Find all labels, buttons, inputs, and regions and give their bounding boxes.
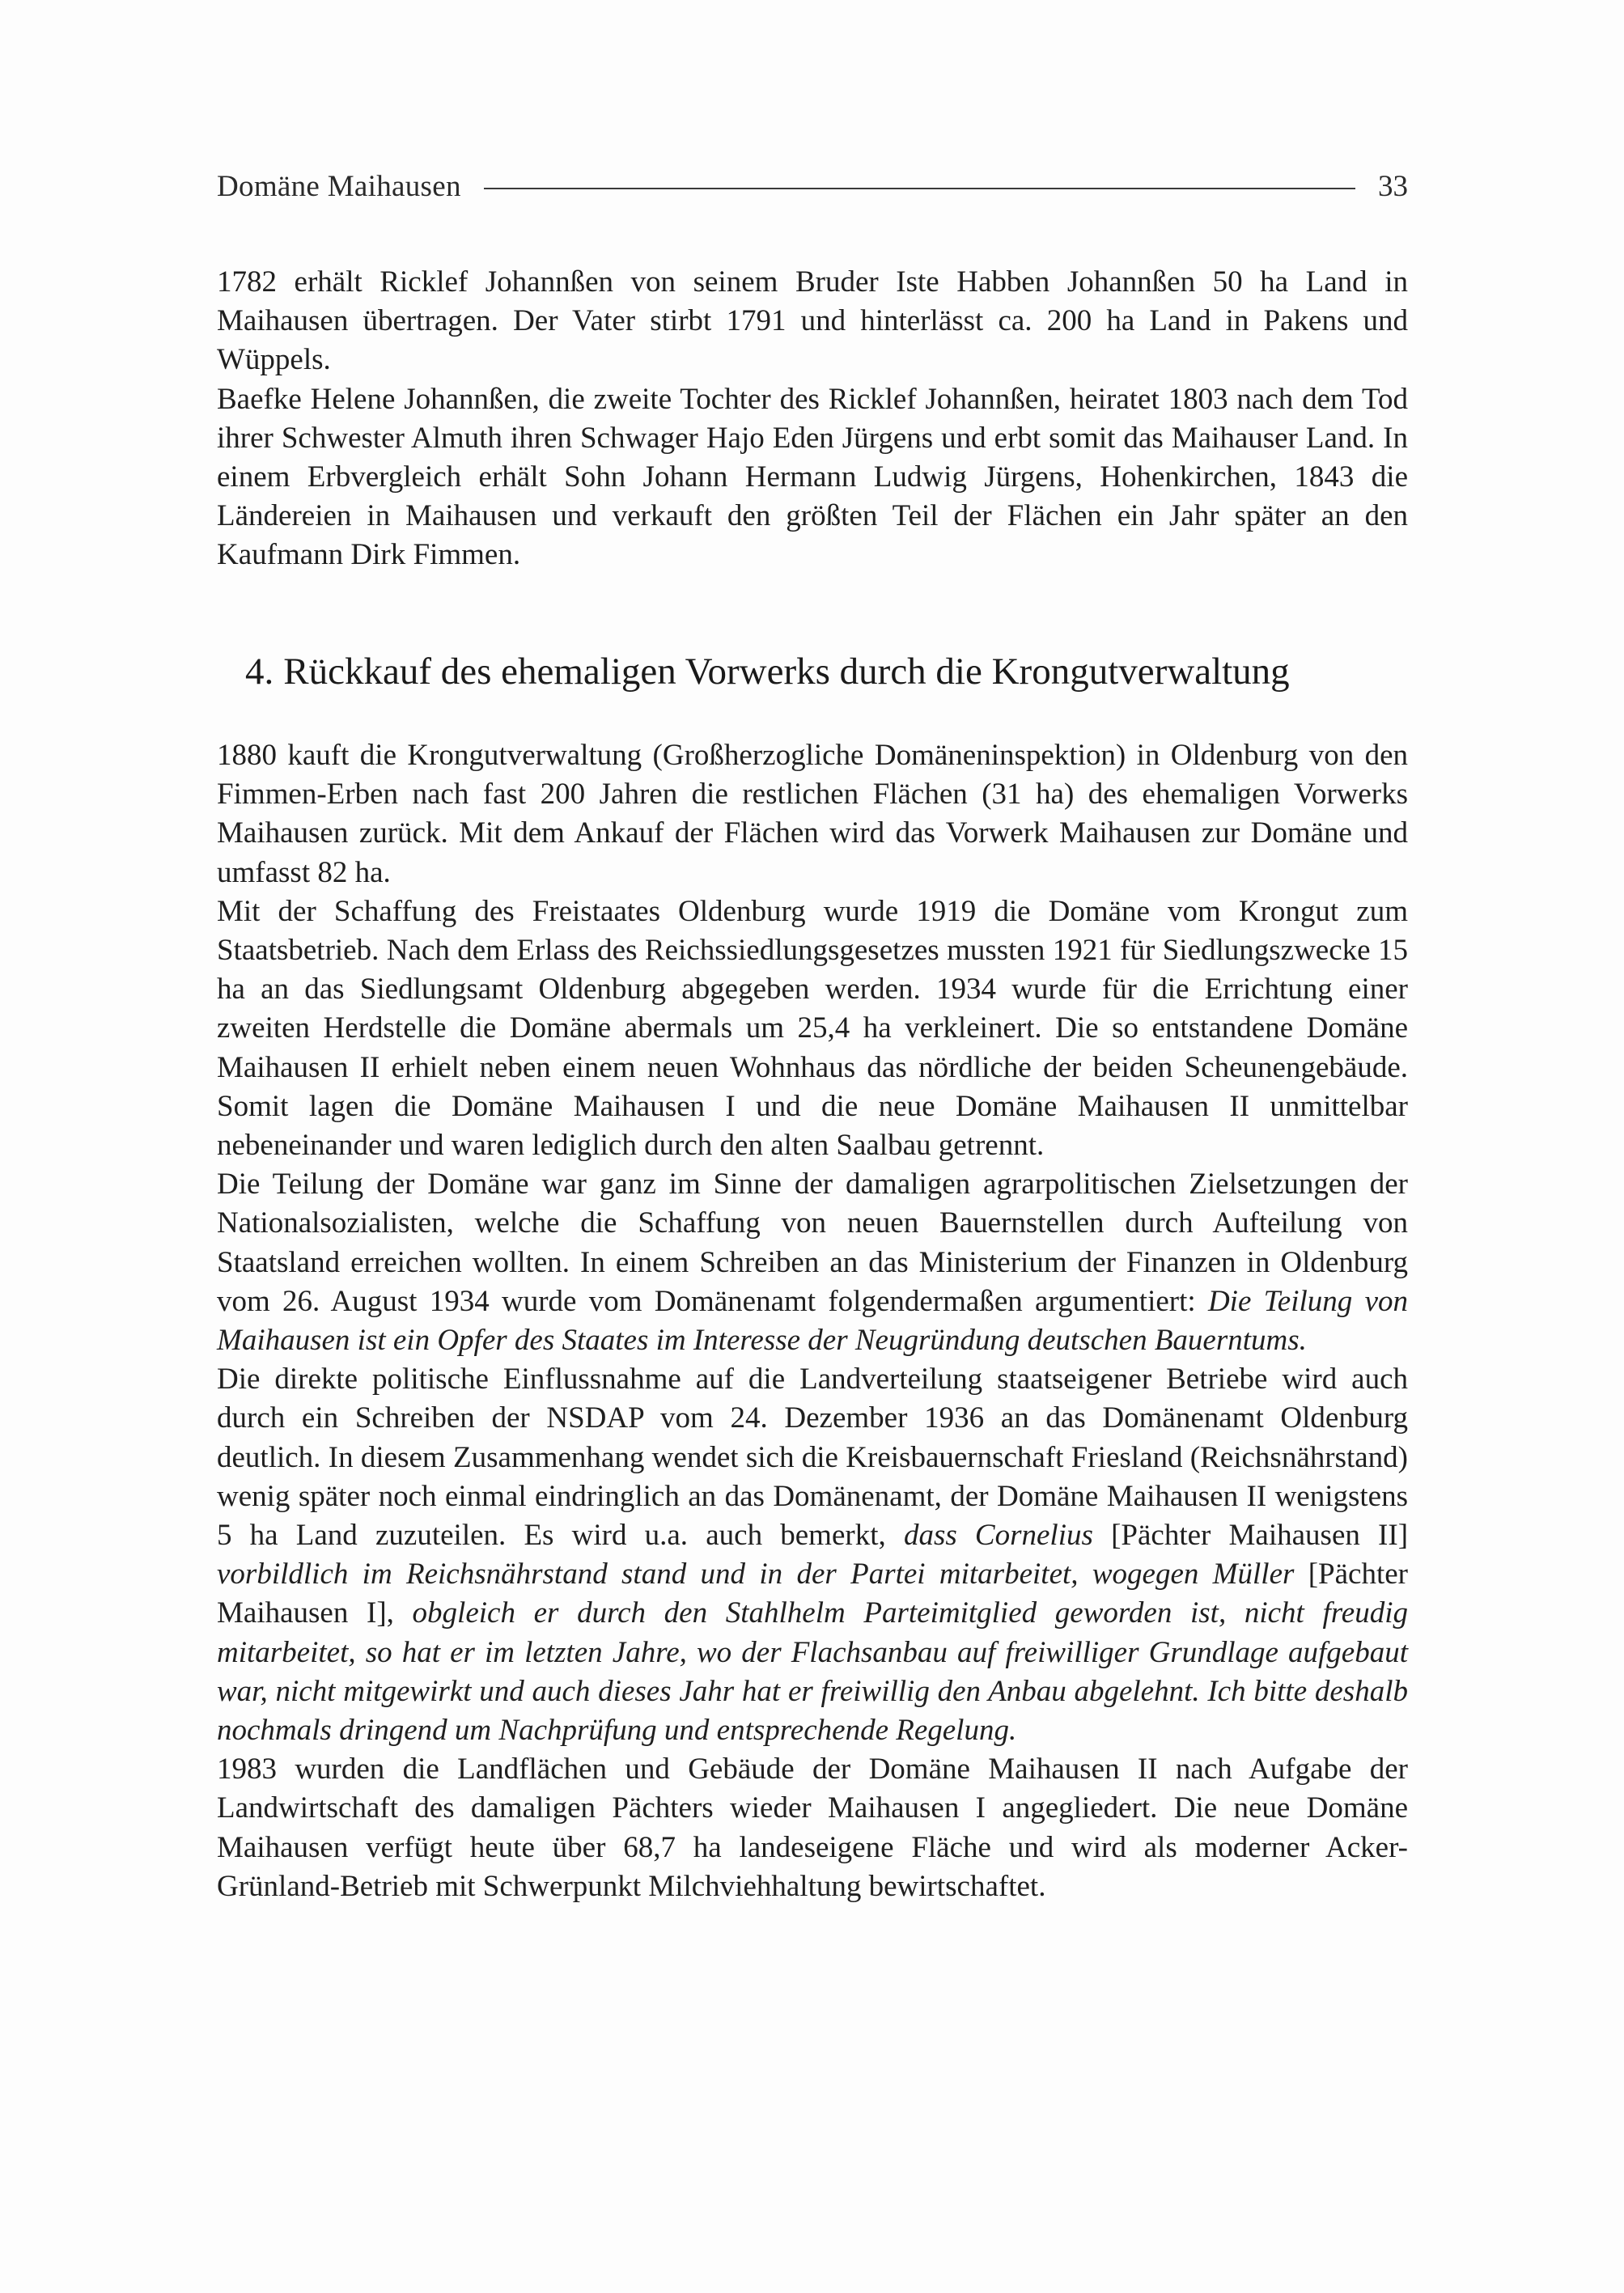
section-heading bbox=[245, 647, 1410, 696]
section-paragraph: 1983 wurden die Landflächen und Gebäude der Domäne Maihausen II nach Aufgabe der Landwirtschaft des damaligen Pächters wieder Maihausen I angegliedert. Die neue Domäne Maihausen verfügt heute über 68,7 ha landeseigene Fläche und wird als moderner Acker-Grünland-Betrieb mit Schwerpunkt Milchviehhaltung bewirtschaftet. bbox=[217, 1753, 1408, 1903]
quotation: vorbildlich im Reichsnährstand stand und in der Partei mitarbeitet, wogegen Müller bbox=[217, 1558, 1295, 1592]
paragraph-text: Die Teilung der Domäne war ganz im Sinne der damaligen agrarpolitischen Zielsetzungen der Nationalsozialisten, welche die Schaffung von neuen Bauernstellen durch Aufteilung von Staatsland erreichen wollten. In einem Schreiben an das Ministerium der Finanzen in Oldenburg vom 26. August 1934 wurde vom Domänenamt folgendermaßen argumentiert: bbox=[217, 1168, 1408, 1318]
page-number: 33 bbox=[1378, 169, 1408, 203]
intro-text bbox=[217, 263, 1408, 575]
section-paragraph: 1880 kauft die Krongutverwaltung (Großherzogliche Domäneninspektion) in Oldenburg von den Fimmen-Erben nach fast 200 Jahren die restlichen Flächen (31 ha) des ehemaligen Vorwerks Maihausen zurück. Mit dem Ankauf der Flächen wird das Vorwerk Maihausen zur Domäne und umfasst 82 ha. bbox=[217, 739, 1408, 889]
intro-paragraph: 1782 erhält Ricklef Johannßen von seinem Bruder Iste Habben Johannßen 50 ha Land in Maihausen übertragen. Der Vater stirbt 1791 und hinterlässt ca. 200 ha Land in Pakens und Wüppels. bbox=[217, 265, 1408, 377]
quotation: Die Teilung von Maihausen ist ein Opfer des Staates im Interesse der Neugründung deutschen Bauerntums. bbox=[217, 1284, 1408, 1358]
header-rule bbox=[484, 188, 1355, 189]
section-title: Rückkauf des ehemaligen Vorwerks durch die Krongutverwaltung bbox=[283, 651, 1290, 693]
quotation: obgleich er durch den Stahlhelm Parteimitglied geworden ist, nicht freudig mitarbeitet, so hat er im letzten Jahre, wo der Flachsanbau auf freiwilliger Grundlage aufgebaut war, nicht mitgewirkt und auch dieses Jahr hat er freiwillig den Anbau abgelehnt. Ich bitte deshalb nochmals dringend um Nachprüfung und entsprechende Regelung. bbox=[217, 1596, 1408, 1748]
intro-paragraph: Baefke Helene Johannßen, die zweite Tochter des Ricklef Johannßen, heiratet 1803 nach dem Tod ihrer Schwester Almuth ihren Schwager Hajo Eden Jürgens und erbt somit das Maihauser Land. In einem Erbvergleich erhält Sohn Johann Hermann Ludwig Jürgens, Hohenkirchen, 1843 die Ländereien in Maihausen und verkauft den größten Teil der Flächen ein Jahr später an den Kaufmann Dirk Fimmen. bbox=[217, 382, 1408, 572]
section-paragraph bbox=[217, 1165, 1408, 1360]
paragraph-text: Die direkte politische Einflussnahme auf die Landverteilung staatseigener Betriebe wird auch durch ein Schreiben der NSDAP vom 24. Dezember 1936 an das Domänenamt Oldenburg deutlich. In diesem Zusammenhang wendet sich die Kreisbauernschaft Friesland (Reichsnährstand) wenig später noch einmal eindringlich an das Domänenamt, der Domäne Maihausen II wenigstens 5 ha Land zuzuteilen. Es wird u.a. auch bemerkt, bbox=[217, 1363, 1408, 1553]
editorial-insertion: [Pächter Maihausen I], bbox=[217, 1558, 1408, 1630]
section-number: 4. bbox=[245, 651, 274, 693]
running-header bbox=[217, 162, 1408, 210]
running-title: Domäne Maihausen bbox=[217, 169, 461, 203]
section-paragraph: Mit der Schaffung des Freistaates Oldenburg wurde 1919 die Domäne vom Krongut zum Staatsbetrieb. Nach dem Erlass des Reichssiedlungsgesetzes mussten 1921 für Siedlungszwecke 15 ha an das Siedlungsamt Oldenburg abgegeben werden. 1934 wurde für die Errichtung einer zweiten Herdstelle die Domäne abermals um 25,4 ha verkleinert. Die so entstandene Domäne Maihausen II erhielt neben einem neuen Wohnhaus das nördliche der beiden Scheunengebäude. Somit lagen die Domäne Maihausen I und die neue Domäne Maihausen II unmittelbar nebeneinander und waren lediglich durch den alten Saalbau getrennt. bbox=[217, 894, 1408, 1163]
quotation: dass Cornelius bbox=[903, 1519, 1093, 1553]
editorial-insertion: [Pächter Maihausen II] bbox=[1092, 1519, 1409, 1553]
section-text bbox=[217, 736, 1408, 1906]
section-paragraph bbox=[217, 1360, 1408, 1750]
